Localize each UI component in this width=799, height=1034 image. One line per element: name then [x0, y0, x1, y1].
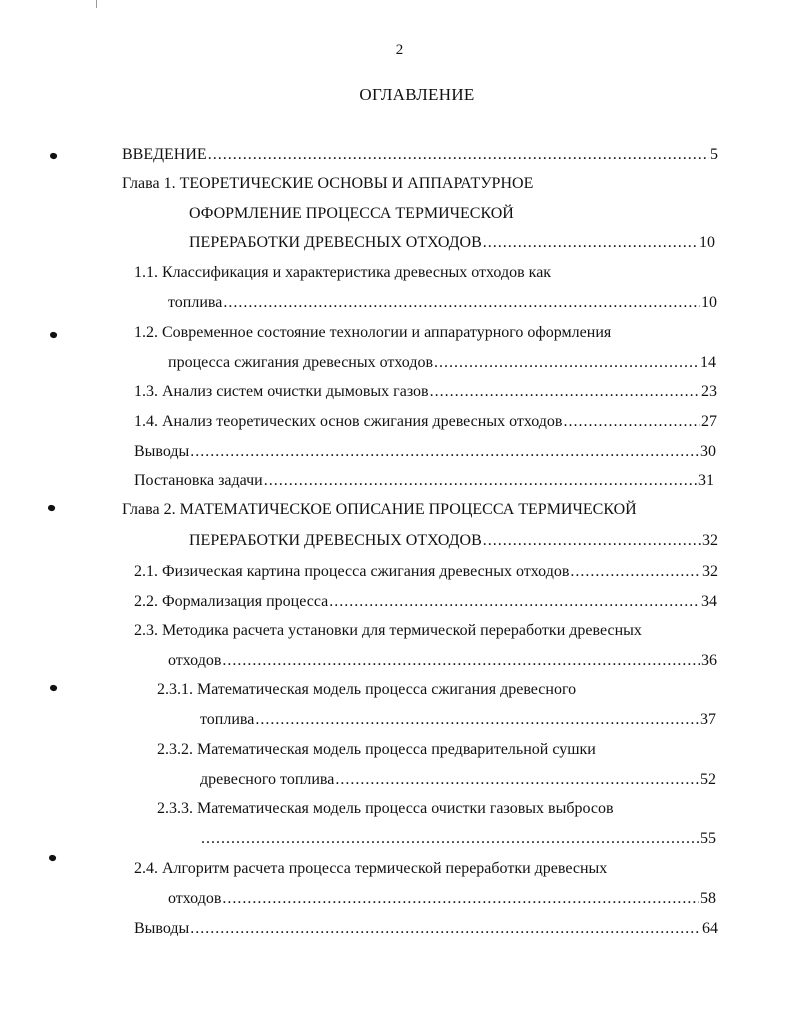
binder-hole-mark: [49, 331, 58, 339]
dot-leader: [329, 592, 700, 612]
binder-hole-mark: [48, 854, 57, 862]
dot-leader: [430, 382, 700, 402]
toc-entry-section-2-2[interactable]: [134, 592, 717, 612]
toc-entry-page: 32: [702, 532, 718, 549]
toc-chapter-1-line2[interactable]: ОФОРМЛЕНИЕ ПРОЦЕССА ТЕРМИЧЕСКОЙ: [189, 205, 514, 222]
page-number: 2: [395, 42, 404, 58]
dot-leader: [222, 889, 699, 909]
toc-entry-page: 10: [701, 294, 717, 311]
binder-hole-mark: [49, 152, 58, 160]
toc-entry-section-2-3-3[interactable]: [200, 829, 716, 849]
toc-entry-section-1-4[interactable]: [134, 412, 717, 432]
toc-title: ОГЛАВЛЕНИЕ: [359, 85, 475, 104]
toc-section-1-1-line1[interactable]: 1.1. Классификация и характеристика древесных отходов как: [134, 264, 552, 281]
toc-entry-conclusions-1[interactable]: [134, 442, 716, 462]
toc-entry-conclusions-2[interactable]: [134, 919, 718, 939]
toc-entry-text: Выводы: [134, 920, 190, 937]
binder-hole-mark: [47, 504, 56, 512]
dot-leader: [264, 471, 697, 491]
toc-entry-text: 2.1. Физическая картина процесса сжигания древесных отходов: [134, 563, 570, 580]
dot-leader: [190, 919, 701, 939]
binder-hole-mark: [49, 684, 58, 692]
toc-entry-text: топлива: [200, 711, 255, 728]
toc-entry-page: 34: [701, 593, 717, 610]
toc-section-2-3-3-line1[interactable]: 2.3.3. Математическая модель процесса очистки газовых выбросов: [157, 800, 614, 817]
toc-entry-page: 32: [702, 563, 718, 580]
dot-leader: [570, 562, 701, 582]
toc-entry-text: 1.4. Анализ теоретических основ сжигания древесных отходов: [134, 413, 563, 430]
dot-leader: [563, 412, 700, 432]
toc-chapter-1-line1[interactable]: Глава 1. ТЕОРЕТИЧЕСКИЕ ОСНОВЫ И АППАРАТУРНОЕ: [122, 175, 534, 192]
toc-entry-page: 52: [700, 771, 716, 788]
dot-leader: [208, 145, 709, 165]
toc-entry-page: 5: [710, 146, 718, 163]
toc-section-2-3-2-line1[interactable]: 2.3.2. Математическая модель процесса предварительной сушки: [157, 741, 596, 758]
toc-entry-introduction[interactable]: [122, 145, 718, 165]
toc-entry-page: 58: [700, 890, 716, 907]
scan-artifact-mark: [96, 0, 97, 8]
toc-entry-text: процесса сжигания древесных отходов: [168, 354, 434, 371]
toc-section-2-3-line1[interactable]: 2.3. Методика расчета установки для термической переработки древесных: [134, 622, 642, 639]
toc-entry-section-1-3[interactable]: [134, 382, 717, 402]
dot-leader: [222, 651, 700, 671]
toc-entry-text: древесного топлива: [200, 771, 335, 788]
toc-section-2-4-line1[interactable]: 2.4. Алгоритм расчета процесса термической переработки древесных: [134, 860, 608, 877]
toc-entry-text: 1.3. Анализ систем очистки дымовых газов: [134, 383, 429, 400]
toc-chapter-2-line1[interactable]: Глава 2. МАТЕМАТИЧЕСКОЕ ОПИСАНИЕ ПРОЦЕССА ТЕРМИЧЕСКОЙ: [122, 501, 637, 518]
toc-entry-section-2-1[interactable]: [134, 562, 718, 582]
dot-leader: [335, 770, 699, 790]
toc-entry-text: ПЕРЕРАБОТКИ ДРЕВЕСНЫХ ОТХОДОВ: [189, 234, 482, 251]
toc-entry-page: 27: [701, 413, 717, 430]
toc-entry-page: 55: [700, 830, 716, 847]
toc-entry-page: 64: [702, 920, 718, 937]
toc-entry-text: 2.2. Формализация процесса: [134, 593, 329, 610]
toc-entry-text: Выводы: [134, 443, 190, 460]
toc-entry-text: отходов: [168, 890, 222, 907]
toc-entry-page: 10: [699, 234, 715, 251]
toc-entry-text: ВВЕДЕНИЕ: [122, 146, 207, 163]
dot-leader: [190, 442, 699, 462]
toc-entry-page: 23: [701, 383, 717, 400]
dot-leader: [201, 829, 699, 849]
toc-entry-text: топлива: [168, 294, 223, 311]
toc-entry-page: 36: [701, 652, 717, 669]
toc-entry-text: отходов: [168, 652, 222, 669]
toc-entry-page: 14: [700, 354, 716, 371]
dot-leader: [483, 233, 698, 253]
toc-entry-section-2-3-2[interactable]: [200, 770, 716, 790]
toc-entry-page: 30: [700, 443, 716, 460]
toc-entry-page: 31: [698, 472, 714, 489]
toc-section-1-2-line1[interactable]: 1.2. Современное состояние технологии и аппаратурного оформления: [134, 324, 612, 341]
toc-entry-section-2-4[interactable]: [168, 889, 716, 909]
toc-entry-section-1-2[interactable]: [168, 353, 716, 373]
toc-entry-chapter-2[interactable]: [189, 531, 718, 551]
toc-entry-section-2-3[interactable]: [168, 651, 717, 671]
toc-section-2-3-1-line1[interactable]: 2.3.1. Математическая модель процесса сжигания древесного: [157, 681, 577, 698]
toc-entry-text: Постановка задачи: [134, 472, 263, 489]
toc-entry-chapter-1[interactable]: [189, 233, 715, 253]
toc-entry-page: 37: [700, 711, 716, 728]
dot-leader: [434, 353, 699, 373]
dot-leader: [255, 710, 699, 730]
toc-entry-problem-statement[interactable]: [134, 471, 714, 491]
toc-entry-text: ПЕРЕРАБОТКИ ДРЕВЕСНЫХ ОТХОДОВ: [189, 532, 482, 549]
toc-entry-section-1-1[interactable]: [168, 293, 717, 313]
dot-leader: [483, 531, 701, 551]
toc-entry-section-2-3-1[interactable]: [200, 710, 716, 730]
dot-leader: [223, 293, 700, 313]
